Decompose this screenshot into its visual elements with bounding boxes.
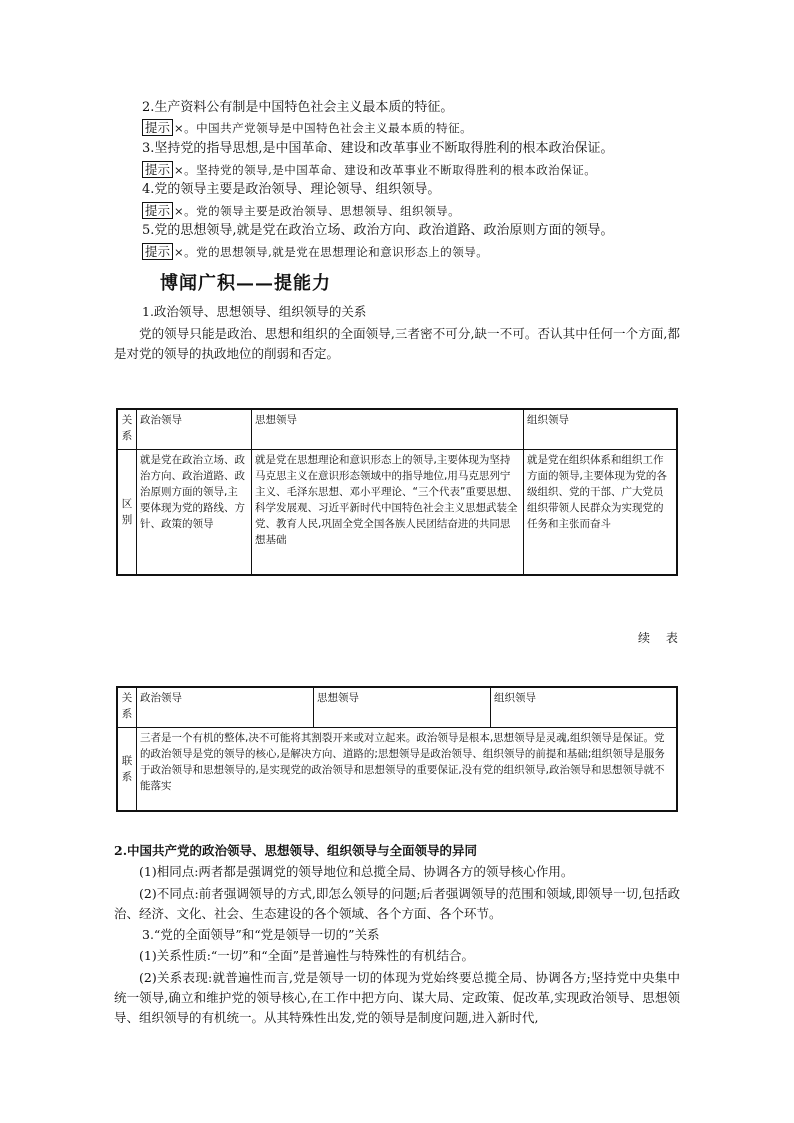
s2-p1: (1)相同点:两者都是强调党的领导地位和总揽全局、协调各方的领导核心作用。 — [139, 864, 574, 879]
table-header-political: 政治领导 — [137, 409, 252, 449]
s2-heading: 2.中国共产党的政治领导、思想领导、组织领导与全面领导的异同 — [114, 843, 478, 858]
hint-text: ×。党的思想领导,就是党在思想理论和意识形态上的领导。 — [174, 245, 489, 259]
hint-box: 提示 — [142, 161, 173, 178]
continued-label: 续 表 — [638, 631, 684, 645]
table-header-organizational: 组织领导 — [524, 409, 678, 449]
table-header-organizational: 组织领导 — [491, 687, 678, 727]
hint-box: 提示 — [142, 243, 173, 260]
table-row-label: 联系 — [117, 727, 137, 811]
table-rel-label: 关系 — [117, 409, 137, 449]
table-rel-label: 关系 — [117, 687, 137, 727]
hint-row-5 — [142, 243, 488, 262]
table-cell-political: 就是党在政治立场、政治方向、政治道路、政治原则方面的领导,主要体现为党的路线、方针、政策的领导 — [137, 449, 252, 575]
hint-text: ×。党的领导主要是政治领导、思想领导、组织领导。 — [174, 204, 461, 218]
hint-text: ×。中国共产党领导是中国特色社会主义最本质的特征。 — [174, 121, 473, 135]
statement-3: 3.坚持党的指导思想,是中国革命、建设和改革事业不断取得胜利的根本政治保证。 — [142, 141, 614, 156]
s3-p2: (2)关系表现:就普遍性而言,党是领导一切的体现为党始终要总揽全局、协调各方;坚持党中央集中统一领导,确立和维护党的领导核心,在工作中把方向、谋大局、定政策、促改革,实现政治领导、思想领导、组织领导的有机统一。从其特殊性出发,党的领导是制度问题,进入新时代, — [114, 970, 680, 1025]
table-header-political: 政治领导 — [137, 687, 314, 727]
table-cell-ideological: 就是党在思想理论和意识形态上的领导,主要体现为坚持马克思主义在意识形态领域中的指导地位,用马克思列宁主义、毛泽东思想、邓小平理论、“三个代表”重要思想、科学发展观、习近平新时代中国特色社会主义思想武装全党、教育人民,巩固全党全国各族人民团结奋进的共同思想基础 — [252, 449, 524, 575]
table-header-ideological: 思想领导 — [252, 409, 524, 449]
hint-row-3 — [142, 161, 596, 180]
hint-row-4 — [142, 202, 460, 221]
table-row-label: 区别 — [117, 449, 137, 575]
statement-2: 2.生产资料公有制是中国特色社会主义最本质的特征。 — [142, 100, 454, 115]
s1-heading: 1.政治领导、思想领导、组织领导的关系 — [142, 304, 367, 319]
comparison-table-connections — [116, 686, 678, 812]
hint-box: 提示 — [142, 202, 173, 219]
hint-box: 提示 — [142, 119, 173, 136]
statement-5: 5.党的思想领导,就是党在政治立场、政治方向、政治道路、政治原则方面的领导。 — [142, 223, 614, 238]
comparison-table-differences — [116, 408, 678, 576]
hint-text: ×。坚持党的领导,是中国革命、建设和改革事业不断取得胜利的根本政治保证。 — [174, 163, 597, 177]
s3-heading: 3.“党的全面领导”和“党是领导一切的”关系 — [142, 927, 380, 942]
statement-4: 4.党的领导主要是政治领导、理论领导、组织领导。 — [142, 182, 441, 197]
table-cell-connection: 三者是一个有机的整体,决不可能将其割裂开来或对立起来。政治领导是根本,思想领导是灵魂,组织领导是保证。党的政治领导是党的领导的核心,是解决方向、道路的;思想领导是政治领导、组织领导的前提和基础;组织领导是服务于政治领导和思想领导的,是实现党的政治领导和思想领导的重要保证,没有党的组织领导,政治领导和思想领导就不能落实 — [137, 727, 678, 811]
s2-p2: (2)不同点:前者强调领导的方式,即怎么领导的问题;后者强调领导的范围和领域,即领导一切,包括政治、经济、文化、社会、生态建设的各个领域、各个方面、各个环节。 — [114, 886, 680, 921]
section-title: 博闻广积——提能力 — [160, 273, 331, 294]
s1-paragraph: 党的领导只能是政治、思想和组织的全面领导,三者密不可分,缺一不可。否认其中任何一个方面,都是对党的领导的执政地位的削弱和否定。 — [114, 326, 680, 361]
table-header-ideological: 思想领导 — [314, 687, 491, 727]
hint-row-2 — [142, 119, 472, 138]
table-cell-organizational: 就是党在组织体系和组织工作方面的领导,主要体现为党的各级组织、党的干部、广大党员组织带领人民群众为实现党的任务和主张而奋斗 — [524, 449, 678, 575]
s3-p1: (1)关系性质:“一切”和“全面”是普遍性与特殊性的有机结合。 — [139, 948, 474, 963]
